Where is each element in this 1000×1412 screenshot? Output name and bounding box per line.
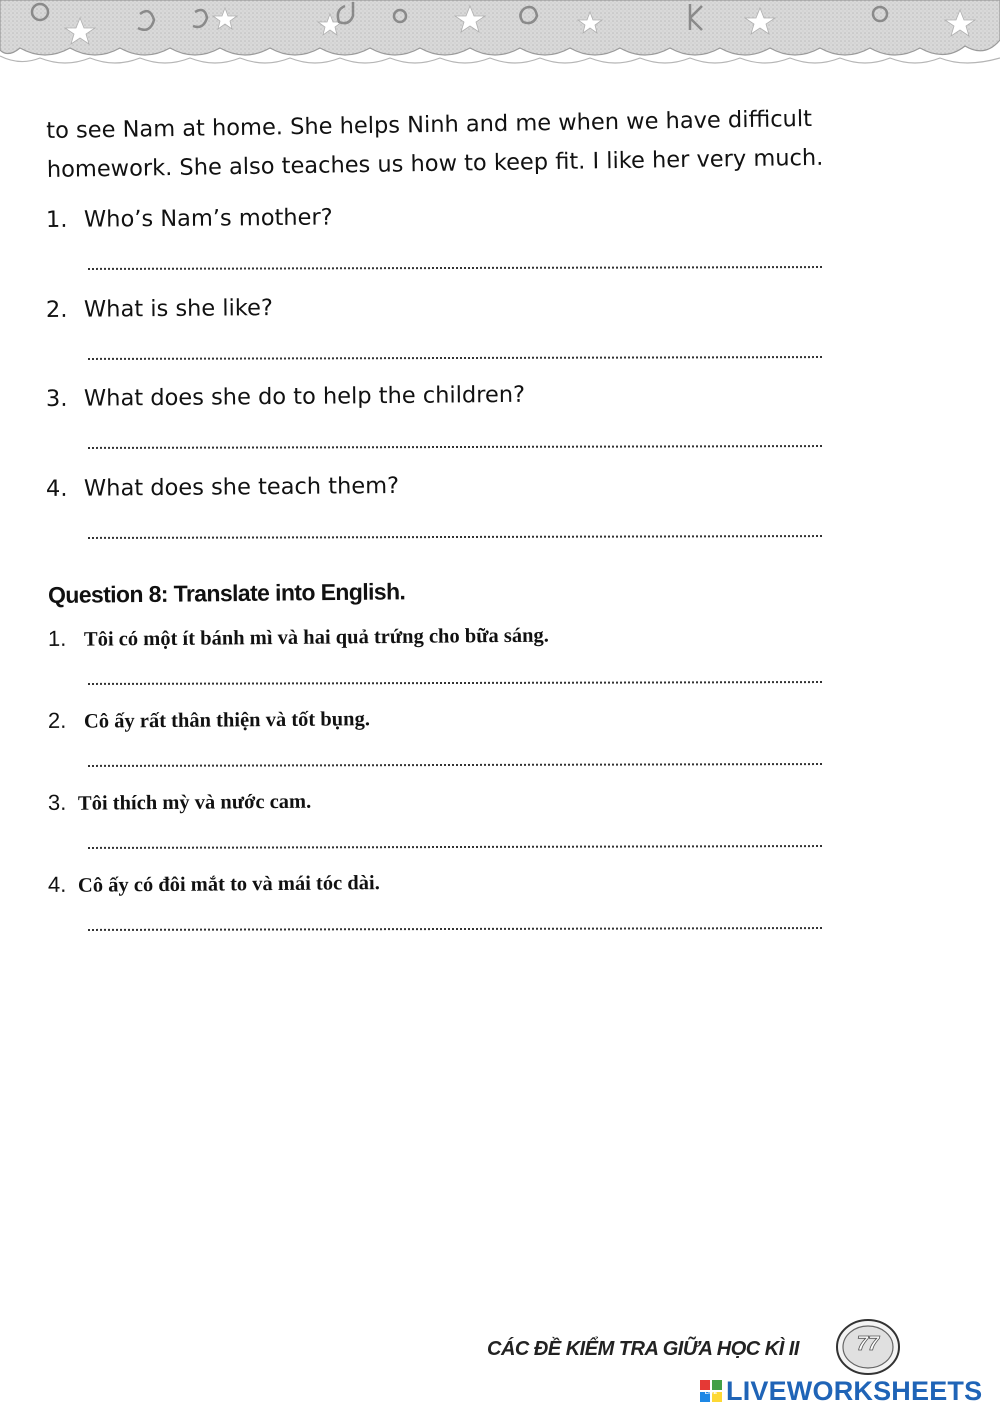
liveworksheets-watermark xyxy=(700,1374,982,1408)
vietnamese-sentence: Tôi có một ít bánh mì và hai quả trứng cho bữa sáng. xyxy=(83,624,549,651)
item-number: 2. xyxy=(47,707,67,733)
answer-line-reading-3[interactable] xyxy=(88,445,822,449)
section-title: Question 8: Translate into English. xyxy=(47,578,406,608)
question-number: 3. xyxy=(45,385,68,412)
vietnamese-sentence: Cô ấy rất thân thiện và tốt bụng. xyxy=(83,708,370,733)
reading-question-3 xyxy=(46,382,525,412)
translate-item-1 xyxy=(48,622,549,652)
translate-item-4 xyxy=(48,869,380,898)
item-number: 1. xyxy=(47,625,67,651)
logo-text: LIVE xyxy=(704,1390,718,1396)
answer-line-reading-4[interactable] xyxy=(88,535,822,539)
answer-line-reading-2[interactable] xyxy=(88,356,822,360)
answer-line-translate-2[interactable] xyxy=(88,763,822,767)
reading-passage xyxy=(46,99,877,190)
vietnamese-sentence: Tôi thích mỳ và nước cam. xyxy=(77,790,312,815)
translate-item-3 xyxy=(48,788,311,816)
translate-item-2 xyxy=(48,705,370,734)
item-number: 4. xyxy=(47,871,67,897)
question-number: 4. xyxy=(45,475,68,502)
reading-question-1 xyxy=(46,204,333,233)
book-title: CÁC ĐỀ KIỂM TRA GIỮA HỌC KÌ II xyxy=(487,1338,799,1360)
vietnamese-sentence: Cô ấy có đôi mắt to và mái tóc dài. xyxy=(77,872,380,897)
reading-question-4 xyxy=(46,473,399,502)
decorative-header-band xyxy=(0,0,1000,72)
reading-question-2 xyxy=(46,295,273,323)
liveworksheets-logo-icon xyxy=(700,1380,722,1402)
answer-line-reading-1[interactable] xyxy=(88,266,822,270)
page-number: 77 xyxy=(856,1333,880,1355)
question-text: Who’s Nam’s mother? xyxy=(83,204,333,233)
question-text: What does she do to help the children? xyxy=(83,381,526,412)
answer-line-translate-1[interactable] xyxy=(88,681,822,685)
answer-line-translate-4[interactable] xyxy=(88,927,822,931)
item-number: 3. xyxy=(47,789,67,815)
answer-line-translate-3[interactable] xyxy=(88,845,822,849)
question-number: 1. xyxy=(45,206,68,233)
question-text: What is she like? xyxy=(83,295,273,323)
question-text: What does she teach them? xyxy=(83,472,400,502)
passage-line: to see Nam at home. She helps Ninh and me when we have difficult xyxy=(46,105,813,144)
passage-line: homework. She also teaches us how to keep fit. I like her very much. xyxy=(46,144,824,183)
question-number: 2. xyxy=(45,296,68,323)
brand-name: LIVEWORKSHEETS xyxy=(726,1375,983,1406)
